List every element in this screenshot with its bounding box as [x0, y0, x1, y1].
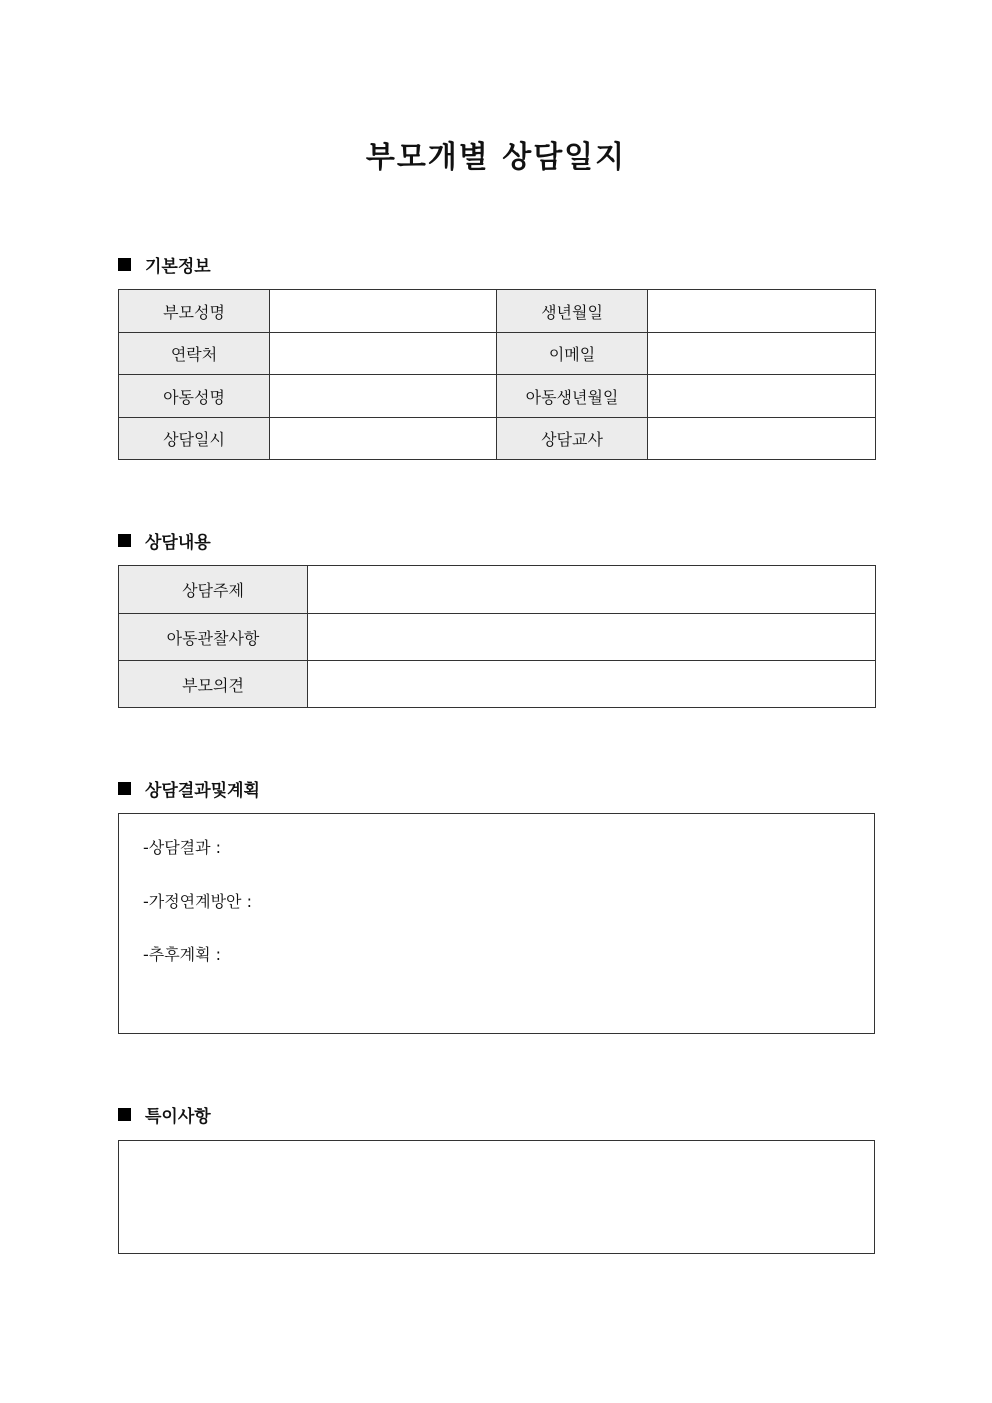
parent-name-label: 부모성명	[119, 290, 270, 333]
table-row	[119, 375, 876, 418]
parent-opinion-field[interactable]	[308, 661, 876, 708]
counsel-datetime-label: 상담일시	[119, 418, 270, 460]
birthdate-field[interactable]	[648, 290, 876, 333]
counsel-datetime-field[interactable]	[270, 418, 497, 460]
basic-info-table	[118, 289, 876, 460]
result-line-home-link: -가정연계방안 :	[143, 892, 252, 911]
contact-field[interactable]	[270, 333, 497, 375]
table-row	[119, 418, 876, 460]
section-heading-content-label: 상담내용	[145, 532, 211, 553]
section-heading-notes-label: 특이사항	[145, 1106, 211, 1127]
square-bullet-icon	[118, 1108, 131, 1121]
square-bullet-icon	[118, 782, 131, 795]
table-row	[119, 614, 876, 661]
result-line-outcome: -상담결과 :	[143, 838, 222, 857]
parent-opinion-label: 부모의견	[119, 661, 308, 708]
square-bullet-icon	[118, 258, 131, 271]
birthdate-label: 생년월일	[497, 290, 648, 333]
email-field[interactable]	[648, 333, 876, 375]
section-heading-result	[118, 776, 260, 800]
result-plan-box[interactable]	[118, 813, 875, 1034]
counsel-content-table	[118, 565, 876, 708]
section-heading-notes	[118, 1102, 211, 1126]
square-bullet-icon	[118, 534, 131, 547]
page-title: 부모개별 상담일지	[365, 140, 627, 175]
result-line-followup: -추후계획 :	[143, 945, 222, 964]
special-notes-box[interactable]	[118, 1140, 875, 1254]
topic-label: 상담주제	[119, 566, 308, 614]
table-row	[119, 290, 876, 333]
email-label: 이메일	[497, 333, 648, 375]
child-name-label: 아동성명	[119, 375, 270, 418]
table-row	[119, 333, 876, 375]
section-heading-basic	[118, 252, 211, 276]
section-heading-basic-label: 기본정보	[145, 256, 211, 277]
table-row	[119, 661, 876, 708]
section-heading-result-label: 상담결과및계획	[145, 780, 260, 801]
topic-field[interactable]	[308, 566, 876, 614]
child-observation-field[interactable]	[308, 614, 876, 661]
child-observation-label: 아동관찰사항	[119, 614, 308, 661]
section-heading-content	[118, 528, 211, 552]
child-birthdate-label: 아동생년월일	[497, 375, 648, 418]
table-row	[119, 566, 876, 614]
child-name-field[interactable]	[270, 375, 497, 418]
counsel-teacher-field[interactable]	[648, 418, 876, 460]
contact-label: 연락처	[119, 333, 270, 375]
counsel-teacher-label: 상담교사	[497, 418, 648, 460]
parent-name-field[interactable]	[270, 290, 497, 333]
child-birthdate-field[interactable]	[648, 375, 876, 418]
